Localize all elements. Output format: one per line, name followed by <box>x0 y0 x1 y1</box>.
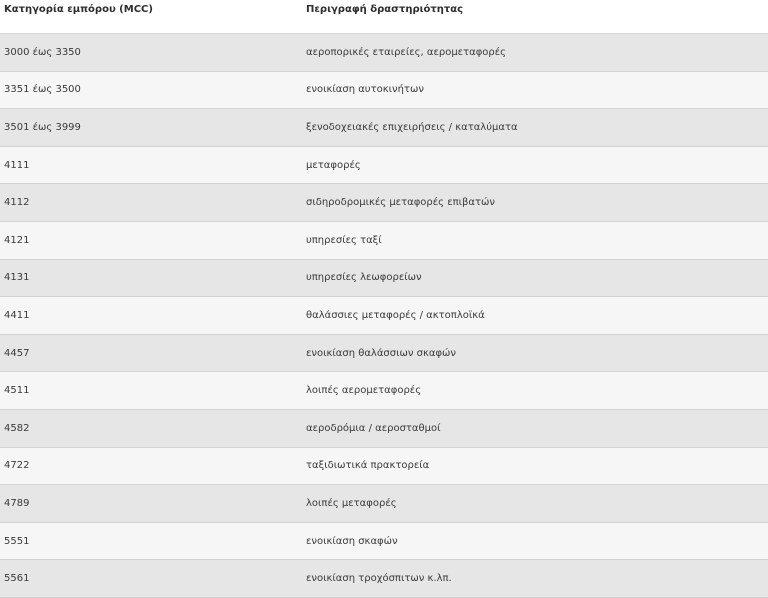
activity-description-cell: αεροδρόμια / αεροσταθμοί <box>306 422 441 434</box>
activity-description-cell: μεταφορές <box>306 159 361 171</box>
mcc-code-cell: 4112 <box>4 197 30 209</box>
column-header-activity-description: Περιγραφή δραστηριότητας <box>306 4 464 15</box>
mcc-code-cell: 3351 έως 3500 <box>4 84 81 96</box>
mcc-code-cell: 3000 έως 3350 <box>4 46 81 58</box>
mcc-code-cell: 4411 <box>4 309 30 321</box>
table-row <box>0 72 768 110</box>
mcc-code-cell: 4131 <box>4 272 30 284</box>
column-header-merchant-category: Κατηγορία εμπόρου (MCC) <box>4 4 153 15</box>
table-row <box>0 523 768 561</box>
table-row <box>0 485 768 523</box>
table-row <box>0 34 768 72</box>
table-row <box>0 560 768 598</box>
mcc-code-cell: 4111 <box>4 159 30 171</box>
table-row <box>0 448 768 486</box>
table-row <box>0 109 768 147</box>
table-row <box>0 297 768 335</box>
mcc-code-cell: 4121 <box>4 234 30 246</box>
table-row <box>0 222 768 260</box>
activity-description-cell: ταξιδιωτικά πρακτορεία <box>306 460 430 472</box>
table-row <box>0 410 768 448</box>
activity-description-cell: θαλάσσιες μεταφορές / ακτοπλοϊκά <box>306 309 485 321</box>
activity-description-cell: ενοικίαση θαλάσσιων σκαφών <box>306 347 457 359</box>
table-row <box>0 372 768 410</box>
mcc-code-cell: 4789 <box>4 497 30 509</box>
activity-description-cell: ενοικίαση αυτοκινήτων <box>306 84 424 96</box>
mcc-code-cell: 5551 <box>4 535 30 547</box>
activity-description-cell: αεροπορικές εταιρείες, αερομεταφορές <box>306 46 507 58</box>
table-header-row <box>0 0 768 34</box>
table-row <box>0 147 768 185</box>
mcc-code-cell: 5561 <box>4 573 30 585</box>
activity-description-cell: ενοικίαση τροχόσπιτων κ.λπ. <box>306 573 452 585</box>
mcc-code-cell: 4511 <box>4 385 30 397</box>
activity-description-cell: ενοικίαση σκαφών <box>306 535 398 547</box>
activity-description-cell: υπηρεσίες ταξί <box>306 234 382 246</box>
activity-description-cell: σιδηροδρομικές μεταφορές επιβατών <box>306 197 495 209</box>
mcc-code-cell: 3501 έως 3999 <box>4 121 81 133</box>
table-row <box>0 184 768 222</box>
mcc-code-cell: 4457 <box>4 347 30 359</box>
mcc-code-cell: 4722 <box>4 460 30 472</box>
activity-description-cell: λοιπές αερομεταφορές <box>306 385 422 397</box>
mcc-code-cell: 4582 <box>4 422 30 434</box>
table-row <box>0 260 768 298</box>
activity-description-cell: υπηρεσίες λεωφορείων <box>306 272 422 284</box>
activity-description-cell: λοιπές μεταφορές <box>306 497 397 509</box>
table-row <box>0 335 768 373</box>
activity-description-cell: ξενοδοχειακές επιχειρήσεις / καταλύματα <box>306 121 518 133</box>
